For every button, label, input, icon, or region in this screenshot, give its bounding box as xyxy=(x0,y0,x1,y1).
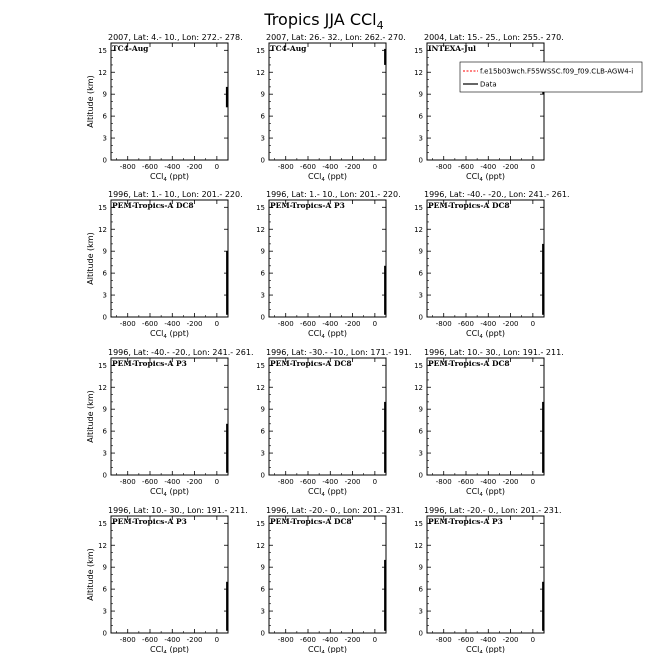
x-tick-label: -400 xyxy=(322,478,339,486)
x-tick-label: -800 xyxy=(119,478,136,486)
y-tick-label: 15 xyxy=(98,46,107,55)
y-tick-label: 9 xyxy=(418,405,423,414)
x-axis-label: CCl$_4$ (ppt) xyxy=(466,172,505,183)
panel-header: 1996, Lat: 10.- 30., Lon: 191.- 211. xyxy=(424,348,564,357)
x-axis-label: CCl$_4$ (ppt) xyxy=(150,645,189,653)
campaign-label: PEM-Tropics-A P3 xyxy=(112,517,187,526)
y-tick-label: 0 xyxy=(418,471,423,480)
y-tick-label: 6 xyxy=(260,112,265,121)
campaign-label: PEM-Tropics-A P3 xyxy=(428,517,503,526)
campaign-label: TC4-Aug xyxy=(112,44,149,53)
x-tick-label: -400 xyxy=(164,163,181,171)
panel xyxy=(256,506,403,653)
panel xyxy=(86,348,254,498)
x-tick-label: -200 xyxy=(344,636,361,644)
y-tick-label: 9 xyxy=(260,247,265,256)
y-tick-label: 3 xyxy=(418,607,423,616)
y-tick-label: 9 xyxy=(102,90,107,99)
y-tick-label: 6 xyxy=(418,585,423,594)
y-tick-label: 12 xyxy=(98,225,107,234)
y-tick-label: 9 xyxy=(102,247,107,256)
y-tick-label: 9 xyxy=(260,90,265,99)
x-tick-label: 0 xyxy=(372,636,378,644)
panel-header: 2007, Lat: 26.- 32., Lon: 262.- 270. xyxy=(266,33,406,42)
x-tick-label: 0 xyxy=(214,163,220,171)
x-tick-label: -400 xyxy=(164,478,181,486)
x-axis-label: CCl$_4$ (ppt) xyxy=(308,487,347,498)
y-tick-label: 9 xyxy=(418,563,423,572)
x-tick-label: -800 xyxy=(277,320,294,328)
x-tick-label: -200 xyxy=(502,478,519,486)
plot-frame xyxy=(111,200,228,317)
x-tick-label: -800 xyxy=(435,163,452,171)
x-tick-label: 0 xyxy=(530,636,536,644)
y-tick-label: 6 xyxy=(102,427,107,436)
plot-frame xyxy=(111,358,228,475)
x-tick-label: -600 xyxy=(458,478,474,486)
y-tick-label: 9 xyxy=(102,405,107,414)
y-tick-label: 9 xyxy=(260,563,265,572)
campaign-label: PEM-Tropics-A DC8 xyxy=(428,359,510,368)
x-tick-label: -400 xyxy=(480,320,497,328)
y-tick-label: 6 xyxy=(418,112,423,121)
panel-header: 2007, Lat: 4.- 10., Lon: 272.- 278. xyxy=(108,33,243,42)
x-tick-label: -800 xyxy=(119,163,136,171)
x-tick-label: -200 xyxy=(344,478,361,486)
panel xyxy=(256,33,406,183)
y-tick-label: 3 xyxy=(260,291,265,300)
y-tick-label: 15 xyxy=(256,203,265,212)
x-tick-label: -600 xyxy=(300,636,316,644)
plot-frame xyxy=(269,516,386,633)
x-tick-label: -400 xyxy=(164,636,181,644)
x-tick-label: 0 xyxy=(214,320,220,328)
x-tick-label: -200 xyxy=(502,320,519,328)
x-tick-label: -600 xyxy=(458,320,474,328)
y-tick-label: 0 xyxy=(260,156,265,165)
y-tick-label: 6 xyxy=(102,112,107,121)
panel-header: 1996, Lat: 1.- 10., Lon: 201.- 220. xyxy=(108,190,243,199)
panel xyxy=(414,190,569,340)
x-tick-label: -600 xyxy=(458,636,474,644)
y-tick-label: 3 xyxy=(260,607,265,616)
campaign-label: TC4-Aug xyxy=(270,44,307,53)
y-tick-label: 0 xyxy=(260,313,265,322)
y-tick-label: 3 xyxy=(418,134,423,143)
y-tick-label: 6 xyxy=(418,269,423,278)
x-tick-label: -200 xyxy=(502,163,519,171)
legend-model-label: f.e15b03wch.F55WSSC.f09_f09.CLB-AGW4-i xyxy=(480,67,634,76)
figure-title: Tropics JJA CCl$_4$ xyxy=(264,10,384,32)
y-tick-label: 15 xyxy=(414,203,423,212)
y-tick-label: 0 xyxy=(102,471,107,480)
y-tick-label: 3 xyxy=(102,134,107,143)
x-axis-label: CCl$_4$ (ppt) xyxy=(150,487,189,498)
panel-header: 1996, Lat: -30.- -10., Lon: 171.- 191. xyxy=(266,348,412,357)
panel xyxy=(86,190,243,340)
x-tick-label: 0 xyxy=(372,163,378,171)
x-tick-label: -600 xyxy=(142,163,158,171)
campaign-label: INTEXA-Jul xyxy=(428,44,476,53)
y-tick-label: 15 xyxy=(414,46,423,55)
y-tick-label: 12 xyxy=(98,383,107,392)
y-tick-label: 12 xyxy=(414,68,423,77)
x-tick-label: -800 xyxy=(435,636,452,644)
x-axis-label: CCl$_4$ (ppt) xyxy=(308,645,347,653)
plot-frame xyxy=(427,516,544,633)
y-tick-label: 3 xyxy=(102,449,107,458)
y-tick-label: 12 xyxy=(256,541,265,550)
y-tick-label: 15 xyxy=(414,361,423,370)
x-axis-label: CCl$_4$ (ppt) xyxy=(466,487,505,498)
x-tick-label: -800 xyxy=(435,478,452,486)
y-tick-label: 0 xyxy=(102,156,107,165)
x-tick-label: -600 xyxy=(142,320,158,328)
y-tick-label: 15 xyxy=(256,46,265,55)
plot-frame xyxy=(427,200,544,317)
y-tick-label: 6 xyxy=(102,269,107,278)
y-tick-label: 15 xyxy=(98,361,107,370)
legend-data-label: Data xyxy=(480,80,497,89)
y-axis-label: Altitude (km) xyxy=(86,390,95,443)
x-tick-label: -600 xyxy=(458,163,474,171)
y-tick-label: 0 xyxy=(418,313,423,322)
y-tick-label: 0 xyxy=(260,629,265,638)
y-axis-label: Altitude (km) xyxy=(86,232,95,285)
y-tick-label: 0 xyxy=(418,629,423,638)
campaign-label: PEM-Tropics-A DC8 xyxy=(428,201,510,210)
x-tick-label: -200 xyxy=(344,163,361,171)
y-tick-label: 3 xyxy=(260,449,265,458)
x-tick-label: 0 xyxy=(214,478,220,486)
x-tick-label: -400 xyxy=(480,478,497,486)
y-tick-label: 12 xyxy=(98,541,107,550)
y-tick-label: 12 xyxy=(256,225,265,234)
plot-frame xyxy=(269,358,386,475)
y-tick-label: 3 xyxy=(102,607,107,616)
panel xyxy=(414,348,564,498)
y-tick-label: 9 xyxy=(102,563,107,572)
y-tick-label: 12 xyxy=(256,68,265,77)
campaign-label: PEM-Tropics-A P3 xyxy=(270,201,345,210)
x-tick-label: -400 xyxy=(322,320,339,328)
x-axis-label: CCl$_4$ (ppt) xyxy=(308,172,347,183)
x-tick-label: -200 xyxy=(502,636,519,644)
x-tick-label: 0 xyxy=(530,320,536,328)
x-tick-label: -800 xyxy=(119,636,136,644)
legend xyxy=(460,62,642,92)
campaign-label: PEM-Tropics-A DC8 xyxy=(270,359,352,368)
y-tick-label: 12 xyxy=(256,383,265,392)
y-tick-label: 12 xyxy=(414,541,423,550)
x-tick-label: -200 xyxy=(344,320,361,328)
y-axis-label: Altitude (km) xyxy=(86,75,95,128)
plot-frame xyxy=(269,200,386,317)
x-tick-label: -400 xyxy=(322,636,339,644)
x-tick-label: -800 xyxy=(277,478,294,486)
x-tick-label: -600 xyxy=(142,478,158,486)
y-tick-label: 15 xyxy=(414,519,423,528)
x-tick-label: 0 xyxy=(372,478,378,486)
y-tick-label: 15 xyxy=(98,203,107,212)
y-tick-label: 0 xyxy=(102,629,107,638)
y-tick-label: 0 xyxy=(102,313,107,322)
x-tick-label: -200 xyxy=(186,478,203,486)
panel-header: 2004, Lat: 15.- 25., Lon: 255.- 270. xyxy=(424,33,564,42)
x-tick-label: 0 xyxy=(214,636,220,644)
plot-frame xyxy=(111,516,228,633)
y-tick-label: 6 xyxy=(260,427,265,436)
y-tick-label: 3 xyxy=(260,134,265,143)
y-tick-label: 12 xyxy=(414,225,423,234)
x-tick-label: -400 xyxy=(480,163,497,171)
x-tick-label: -800 xyxy=(277,163,294,171)
y-tick-label: 6 xyxy=(418,427,423,436)
x-axis-label: CCl$_4$ (ppt) xyxy=(308,329,347,340)
plot-frame xyxy=(111,43,228,160)
plot-frame xyxy=(427,43,544,160)
panel-header: 1996, Lat: -40.- -20., Lon: 241.- 261. xyxy=(424,190,570,199)
x-tick-label: -200 xyxy=(186,320,203,328)
y-tick-label: 12 xyxy=(414,383,423,392)
y-tick-label: 0 xyxy=(260,471,265,480)
x-axis-label: CCl$_4$ (ppt) xyxy=(150,329,189,340)
panel xyxy=(256,348,411,498)
y-tick-label: 3 xyxy=(418,449,423,458)
x-tick-label: -600 xyxy=(142,636,158,644)
panel xyxy=(86,506,248,653)
x-axis-label: CCl$_4$ (ppt) xyxy=(466,329,505,340)
y-tick-label: 9 xyxy=(418,90,423,99)
campaign-label: PEM-Tropics-A DC8 xyxy=(270,517,352,526)
x-tick-label: -400 xyxy=(164,320,181,328)
x-axis-label: CCl$_4$ (ppt) xyxy=(466,645,505,653)
x-tick-label: -800 xyxy=(119,320,136,328)
x-axis-label: CCl$_4$ (ppt) xyxy=(150,172,189,183)
x-tick-label: -400 xyxy=(322,163,339,171)
y-tick-label: 6 xyxy=(260,269,265,278)
x-tick-label: 0 xyxy=(530,478,536,486)
x-tick-label: -600 xyxy=(300,478,316,486)
panel xyxy=(414,506,561,653)
x-tick-label: -800 xyxy=(435,320,452,328)
y-tick-label: 9 xyxy=(418,247,423,256)
y-tick-label: 15 xyxy=(256,519,265,528)
panel xyxy=(256,190,401,340)
y-tick-label: 9 xyxy=(260,405,265,414)
x-tick-label: -600 xyxy=(300,320,316,328)
y-tick-label: 6 xyxy=(102,585,107,594)
plot-frame xyxy=(427,358,544,475)
plot-frame xyxy=(269,43,386,160)
y-tick-label: 15 xyxy=(256,361,265,370)
campaign-label: PEM-Tropics-A DC8 xyxy=(112,201,194,210)
y-tick-label: 3 xyxy=(102,291,107,300)
x-tick-label: -800 xyxy=(277,636,294,644)
y-tick-label: 6 xyxy=(260,585,265,594)
x-tick-label: 0 xyxy=(530,163,536,171)
panel-header: 1996, Lat: -40.- -20., Lon: 241.- 261. xyxy=(108,348,254,357)
x-tick-label: -200 xyxy=(186,163,203,171)
panel-header: 1996, Lat: 1.- 10., Lon: 201.- 220. xyxy=(266,190,401,199)
panel xyxy=(86,33,243,183)
x-tick-label: -400 xyxy=(480,636,497,644)
y-axis-label: Altitude (km) xyxy=(86,548,95,601)
x-tick-label: -200 xyxy=(186,636,203,644)
y-tick-label: 3 xyxy=(418,291,423,300)
x-tick-label: 0 xyxy=(372,320,378,328)
panel-header: 1996, Lat: -20.- 0., Lon: 201.- 231. xyxy=(424,506,562,515)
panel xyxy=(414,33,564,183)
y-tick-label: 15 xyxy=(98,519,107,528)
panel-header: 1996, Lat: -20.- 0., Lon: 201.- 231. xyxy=(266,506,404,515)
campaign-label: PEM-Tropics-A P3 xyxy=(112,359,187,368)
x-tick-label: -600 xyxy=(300,163,316,171)
panel-header: 1996, Lat: 10.- 30., Lon: 191.- 211. xyxy=(108,506,248,515)
y-tick-label: 12 xyxy=(98,68,107,77)
y-tick-label: 0 xyxy=(418,156,423,165)
